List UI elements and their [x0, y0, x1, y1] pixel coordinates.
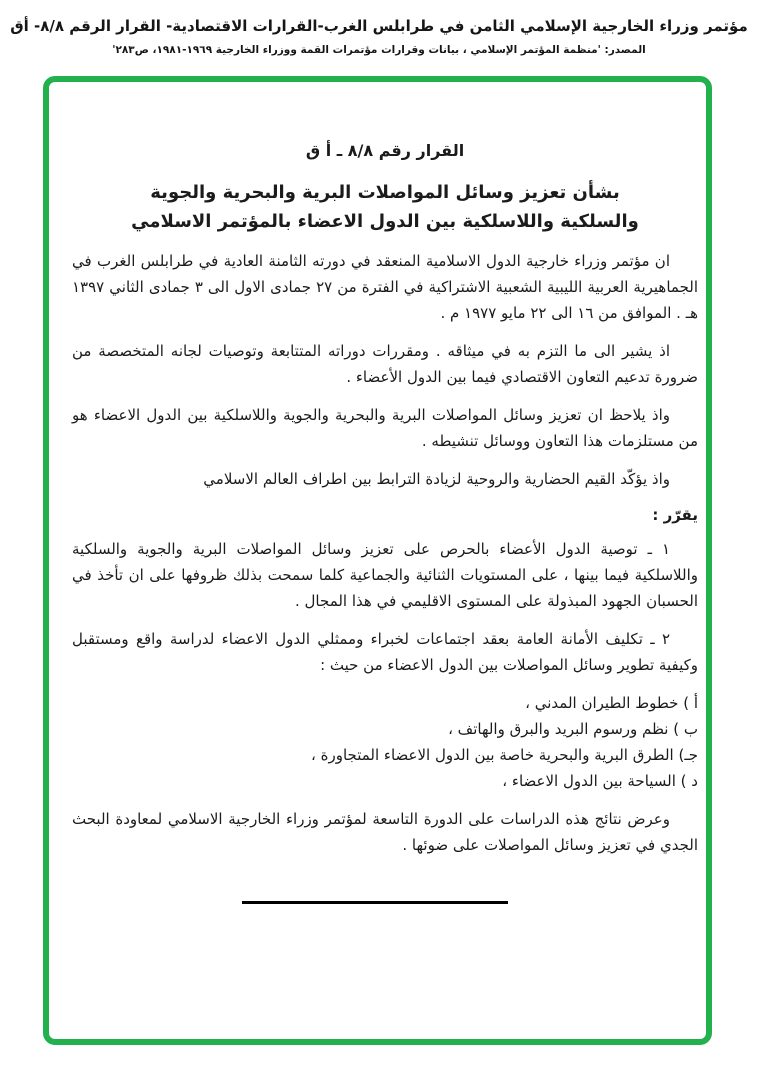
header-source-citation: المصدر: 'منظمة المؤتمر الإسلامي ، بيانات وقرارات مؤتمرات القمة ووزراء الخارجية ١٩٦٩-١٩٨١، ص٢٨٣': [112, 44, 646, 56]
preamble-paragraph-4: واذ يؤكّد القيم الحضارية والروحية لزيادة الترابط بين اطراف العالم الاسلامي: [203, 470, 670, 488]
document-body: [72, 138, 698, 858]
header-conference-title: مؤتمر وزراء الخارجية الإسلامي الثامن في طرابلس الغرب-القرارات الاقتصادية- القرار الرقم ٨/٨- أق: [10, 17, 748, 35]
closing-paragraph: وعرض نتائج هذه الدراسات على الدورة التاسعة لمؤتمر وزراء الخارجية الاسلامي لمعاودة البحث الجدي في تعزيز وسائل المواصلات على ضوئها .: [72, 810, 698, 854]
page-header: [0, 14, 758, 58]
study-item-b: ب ) نظم ورسوم البريد والبرق والهاتف ،: [448, 720, 698, 738]
decides-label: يقرّر :: [652, 506, 698, 524]
study-items-list: [72, 690, 698, 794]
subject-title-line-2: والسلكية واللاسلكية بين الدول الاعضاء بالمؤتمر الاسلامي: [131, 211, 639, 232]
end-divider-rule: [242, 901, 508, 904]
preamble-paragraph-1: ان مؤتمر وزراء خارجية الدول الاسلامية المنعقد في دورته الثامنة العادية في طرابلس الغرب في الجماهيرية العربية الليبية الشعبية الاشتراكية في الفترة من ٢٧ جمادى الاول الى ٣ جمادى الثاني ١٣٩٧ هـ . الموافق من ١٦ الى ٢٢ مايو ١٩٧٧ م .: [72, 252, 698, 322]
study-item-a: أ ) خطوط الطيران المدني ،: [525, 694, 698, 712]
study-item-c: جـ) الطرق البرية والبحرية خاصة بين الدول الاعضاء المتجاورة ،: [310, 746, 698, 764]
preamble-paragraph-3: واذ يلاحظ ان تعزيز وسائل المواصلات البرية والبحرية والجوية واللاسلكية بين الدول الاعضاء هو من مستلزمات هذا التعاون ووسائل تنشيطه .: [72, 406, 698, 450]
decision-item-2: ٢ ـ تكليف الأمانة العامة بعقد اجتماعات لخبراء وممثلي الدول الاعضاء لدراسة واقع ومستقبل وكيفية تطوير وسائل المواصلات بين الدول الاعضاء من حيث :: [72, 630, 698, 674]
study-item-d: د ) السياحة بين الدول الاعضاء ،: [502, 772, 698, 790]
subject-title-line-1: بشأن تعزيز وسائل المواصلات البرية والبحرية والجوية: [150, 182, 620, 203]
decision-item-1: ١ ـ توصية الدول الأعضاء بالحرص على تعزيز وسائل المواصلات البرية والجوية والسلكية واللاسلكية فيما بينها ، على المستويات الثنائية والجماعية كلما سمحت بذلك ظروفها على ان تأخذ في الحسبان الجهود المبذولة على المستوى الاقليمي في هذا المجال .: [72, 540, 698, 610]
resolution-subject-title: [72, 178, 698, 236]
resolution-number-title: القرار رقم ٨/٨ ـ أ ق: [305, 141, 465, 160]
preamble-paragraph-2: اذ يشير الى ما التزم به في ميثاقه . ومقررات دوراته المتتابعة وتوصيات لجانه المتخصصة من ضرورة تدعيم التعاون الاقتصادي فيما بين الدول الأعضاء .: [72, 342, 698, 386]
